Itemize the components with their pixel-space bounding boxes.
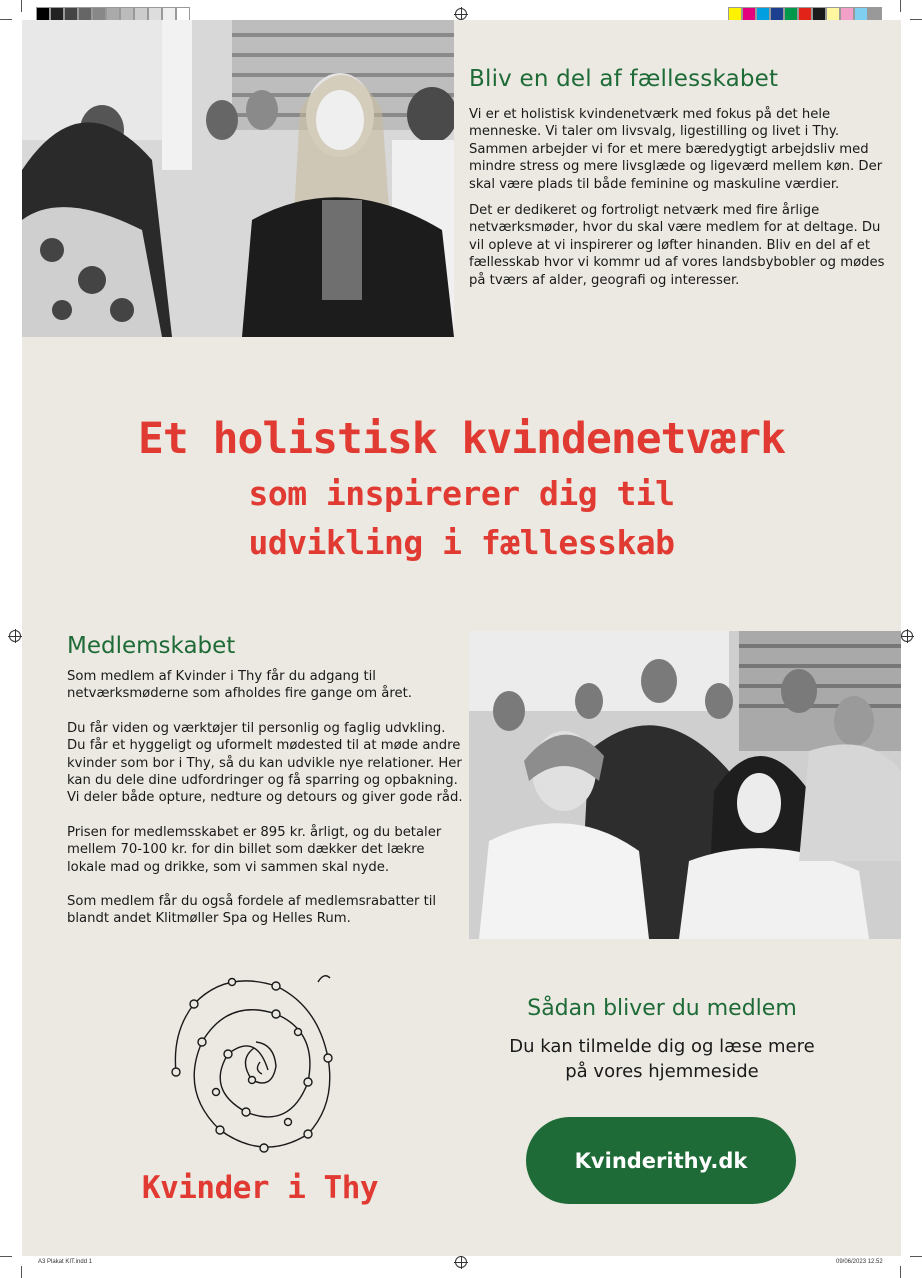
membership-paragraph-4: Som medlem får du også fordele af medlemsrabatter til blandt andet Klitmøller Spa og Helles Rum.: [67, 894, 437, 927]
crop-mark: [21, 1266, 22, 1278]
membership-paragraph-1: Som medlem af Kvinder i Thy får du adgang til netværksmøderne som afholdes fire gange om året.: [67, 669, 412, 702]
membership-paragraph-3: Prisen for medlemsskabet er 895 kr. årligt, og du betaler mellem 70-100 kr. for din billet som dækker det lækre lokale mad og drikke, som vi sammen skal nyde.: [67, 824, 442, 875]
join-heading: Sådan bliver du medlem: [527, 996, 797, 1021]
join-line-1: Du kan tilmelde dig og læse mere: [509, 1036, 815, 1057]
membership-heading: Medlemskabet: [67, 633, 236, 659]
join-line-2: på vores hjemmeside: [565, 1061, 759, 1082]
headline-main: Et holistisk kvindenetværk: [137, 414, 786, 464]
color-calibration-strip: [728, 7, 882, 21]
membership-paragraph-2: Du får viden og værktøjer til personlig og faglig udvkling. Du får et hyggeligt og uformelt mødested til at møde andre kvinder som bor i Thy, så du kan udvikle nye relationer. Her kan du dele dine udfordringer og få sparring og opbakning. Vi deler både opture, nedture og detours og giver gode råd.: [67, 720, 463, 806]
crop-mark: [910, 1256, 922, 1257]
headline-sub-line-1: som inspirerer dig til: [248, 474, 675, 513]
headline-sub-line-2: udvikling i fællesskab: [248, 523, 675, 562]
photo-group-seated: [469, 631, 901, 939]
registration-mark-icon: [455, 8, 467, 20]
intro-heading: Bliv en del af fællesskabet: [469, 66, 779, 92]
slug-file-info: A3 Plakat KIT.indd 1: [38, 1259, 93, 1265]
intro-text: [469, 106, 887, 298]
intro-paragraph-3: Det er dedikeret og fortroligt netværk med fire årlige netværksmøder, hvor du skal være medlem for at deltage. Du vil opleve at vi inspirerer og løfter hinanden. Bliv en del af et fællesskab hvor vi kommr ud af vores landsbybobler og mødes på tværs af alder, geografi og interesser.: [469, 203, 885, 288]
grayscale-calibration-strip: [36, 7, 190, 21]
membership-text: [67, 668, 465, 945]
photo-women-talking: [22, 20, 454, 337]
website-button[interactable]: Kvinderithy.dk: [526, 1117, 796, 1204]
intro-paragraph-2: Sammen arbejder vi for et mere bæredygtigt arbejdsliv med mindre stress og mere livsglæde og ligeværd mellem køn. Der skal være plads til både feminine og maskuline værdier.: [469, 141, 883, 192]
registration-mark-icon: [9, 630, 21, 642]
intro-paragraph-1: Vi er et holistisk kvindenetværk med fokus på det hele menneske. Vi taler om livsvalg, ligestilling og livet i Thy.: [469, 107, 840, 140]
crop-mark: [0, 19, 12, 20]
crop-mark: [900, 1266, 901, 1278]
registration-mark-icon: [901, 630, 913, 642]
crop-mark: [0, 1256, 12, 1257]
registration-mark-icon: [455, 1256, 467, 1268]
crop-mark: [900, 0, 901, 12]
spiral-beads-logo-icon: [168, 962, 338, 1162]
crop-mark: [21, 0, 22, 12]
crop-mark: [910, 19, 922, 20]
logo-name: Kvinder i Thy: [141, 1170, 379, 1206]
slug-date-info: 09/06/2023 12.52: [836, 1259, 883, 1265]
join-text: [470, 1034, 854, 1084]
